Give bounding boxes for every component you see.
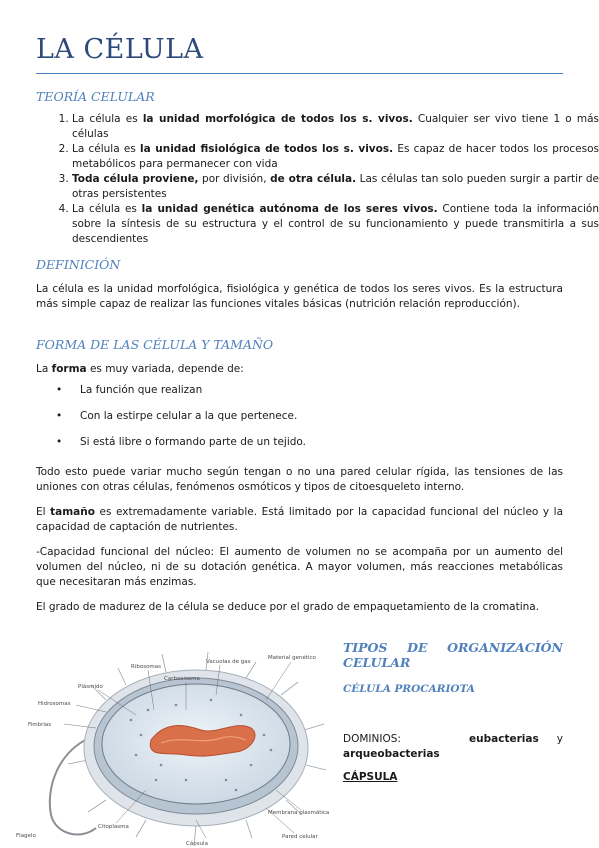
tamano-paragraph: El tamaño es extremadamente variable. Está limitado por la capacidad funcional del núcleo y la capacidad de captación de nutrientes. xyxy=(36,506,564,533)
teoria-item-2: 2. La célula es la unidad fisiológica de todos los s. vivos. Es capaz de hacer todos los procesos metabólicos para permanecer con vida xyxy=(72,142,599,172)
label-flagelo: Flagelo xyxy=(16,833,36,839)
label-pared: Pared celular xyxy=(282,834,318,840)
title-underline xyxy=(36,73,563,74)
heading-procariota: CÉLULA PROCARIOTA xyxy=(343,683,475,695)
label-membrana: Membrana plasmática xyxy=(268,810,330,816)
label-capsula: Cápsula xyxy=(186,841,208,847)
label-citoplasma: Citoplasma xyxy=(98,824,129,830)
forma-bullets xyxy=(36,383,306,461)
teoria-item-3: 3. Toda célula proviene, por división, de otra célula. Las células tan solo pueden surgir a partir de otras persistentes xyxy=(72,172,599,202)
forma-bullet-2: • Con la estirpe celular a la que pertenece. xyxy=(80,409,306,435)
teoria-item-1: 1. La célula es la unidad morfológica de todos los s. vivos. Cualquier ser vivo tiene 1 o más células xyxy=(72,112,599,142)
madurez-paragraph: El grado de madurez de la célula se deduce por el grado de empaquetamiento de la cromatina. xyxy=(36,601,540,613)
prokaryote-cell-figure xyxy=(16,640,336,848)
forma-paragraph-1: Todo esto puede variar mucho según tengan o no una pared celular rígida, las tensiones de las uniones con otras células, fenómenos osmóticos y tipos de citoesqueleto interno. xyxy=(36,466,563,493)
label-fimbrias: Fimbrias xyxy=(28,722,52,728)
label-ribosomas: Ribosomas xyxy=(131,664,162,670)
heading-tipos: TIPOS DE ORGANIZACIÓN CELULAR xyxy=(343,640,563,670)
label-material-genetico: Material genético xyxy=(268,655,316,661)
label-plasmido: Plásmido xyxy=(78,684,103,690)
heading-forma: FORMA DE LAS CÉLULA Y TAMAÑO xyxy=(36,337,274,352)
nucleo-paragraph: -Capacidad funcional del núcleo: El aumento de volumen no se acompaña por un aumento del volumen del núcleo, ni de su dotación genética. A mayor volumen, más reacciones metabólicas que necesitaran más enzimas. xyxy=(36,546,563,588)
teoria-list xyxy=(36,112,599,247)
heading-definicion: DEFINICIÓN xyxy=(36,257,121,272)
forma-bullet-1: • La función que realizan xyxy=(80,383,306,409)
label-carboxisoma: Carboxisoma xyxy=(164,676,200,682)
forma-intro: La forma es muy variada, depende de: xyxy=(36,363,244,375)
definicion-text: La célula es la unidad morfológica, fisiológica y genética de todos los seres vivos. Es la estructura más simple capaz de realizar las funciones vitales básicas (nutrición relación reproducción). xyxy=(36,283,563,310)
forma-bullet-3: • Si está libre o formando parte de un tejido. xyxy=(80,435,306,461)
teoria-item-4: 4. La célula es la unidad genética autónoma de los seres vivos. Contiene toda la información sobre la síntesis de su estructura y el control de su funcionamiento y puede transmitirla a sus descendientes xyxy=(72,202,599,247)
page-title: LA CÉLULA xyxy=(36,34,204,65)
heading-capsula: CÁPSULA xyxy=(343,771,398,783)
label-vacuolas: Vacuolas de gas xyxy=(206,659,251,665)
heading-teoria: TEORÍA CELULAR xyxy=(36,89,155,104)
label-hidrosomas: Hidrosomas xyxy=(38,701,71,707)
dominios-line: DOMINIOS: eubacterias y arqueobacterias xyxy=(343,733,563,760)
